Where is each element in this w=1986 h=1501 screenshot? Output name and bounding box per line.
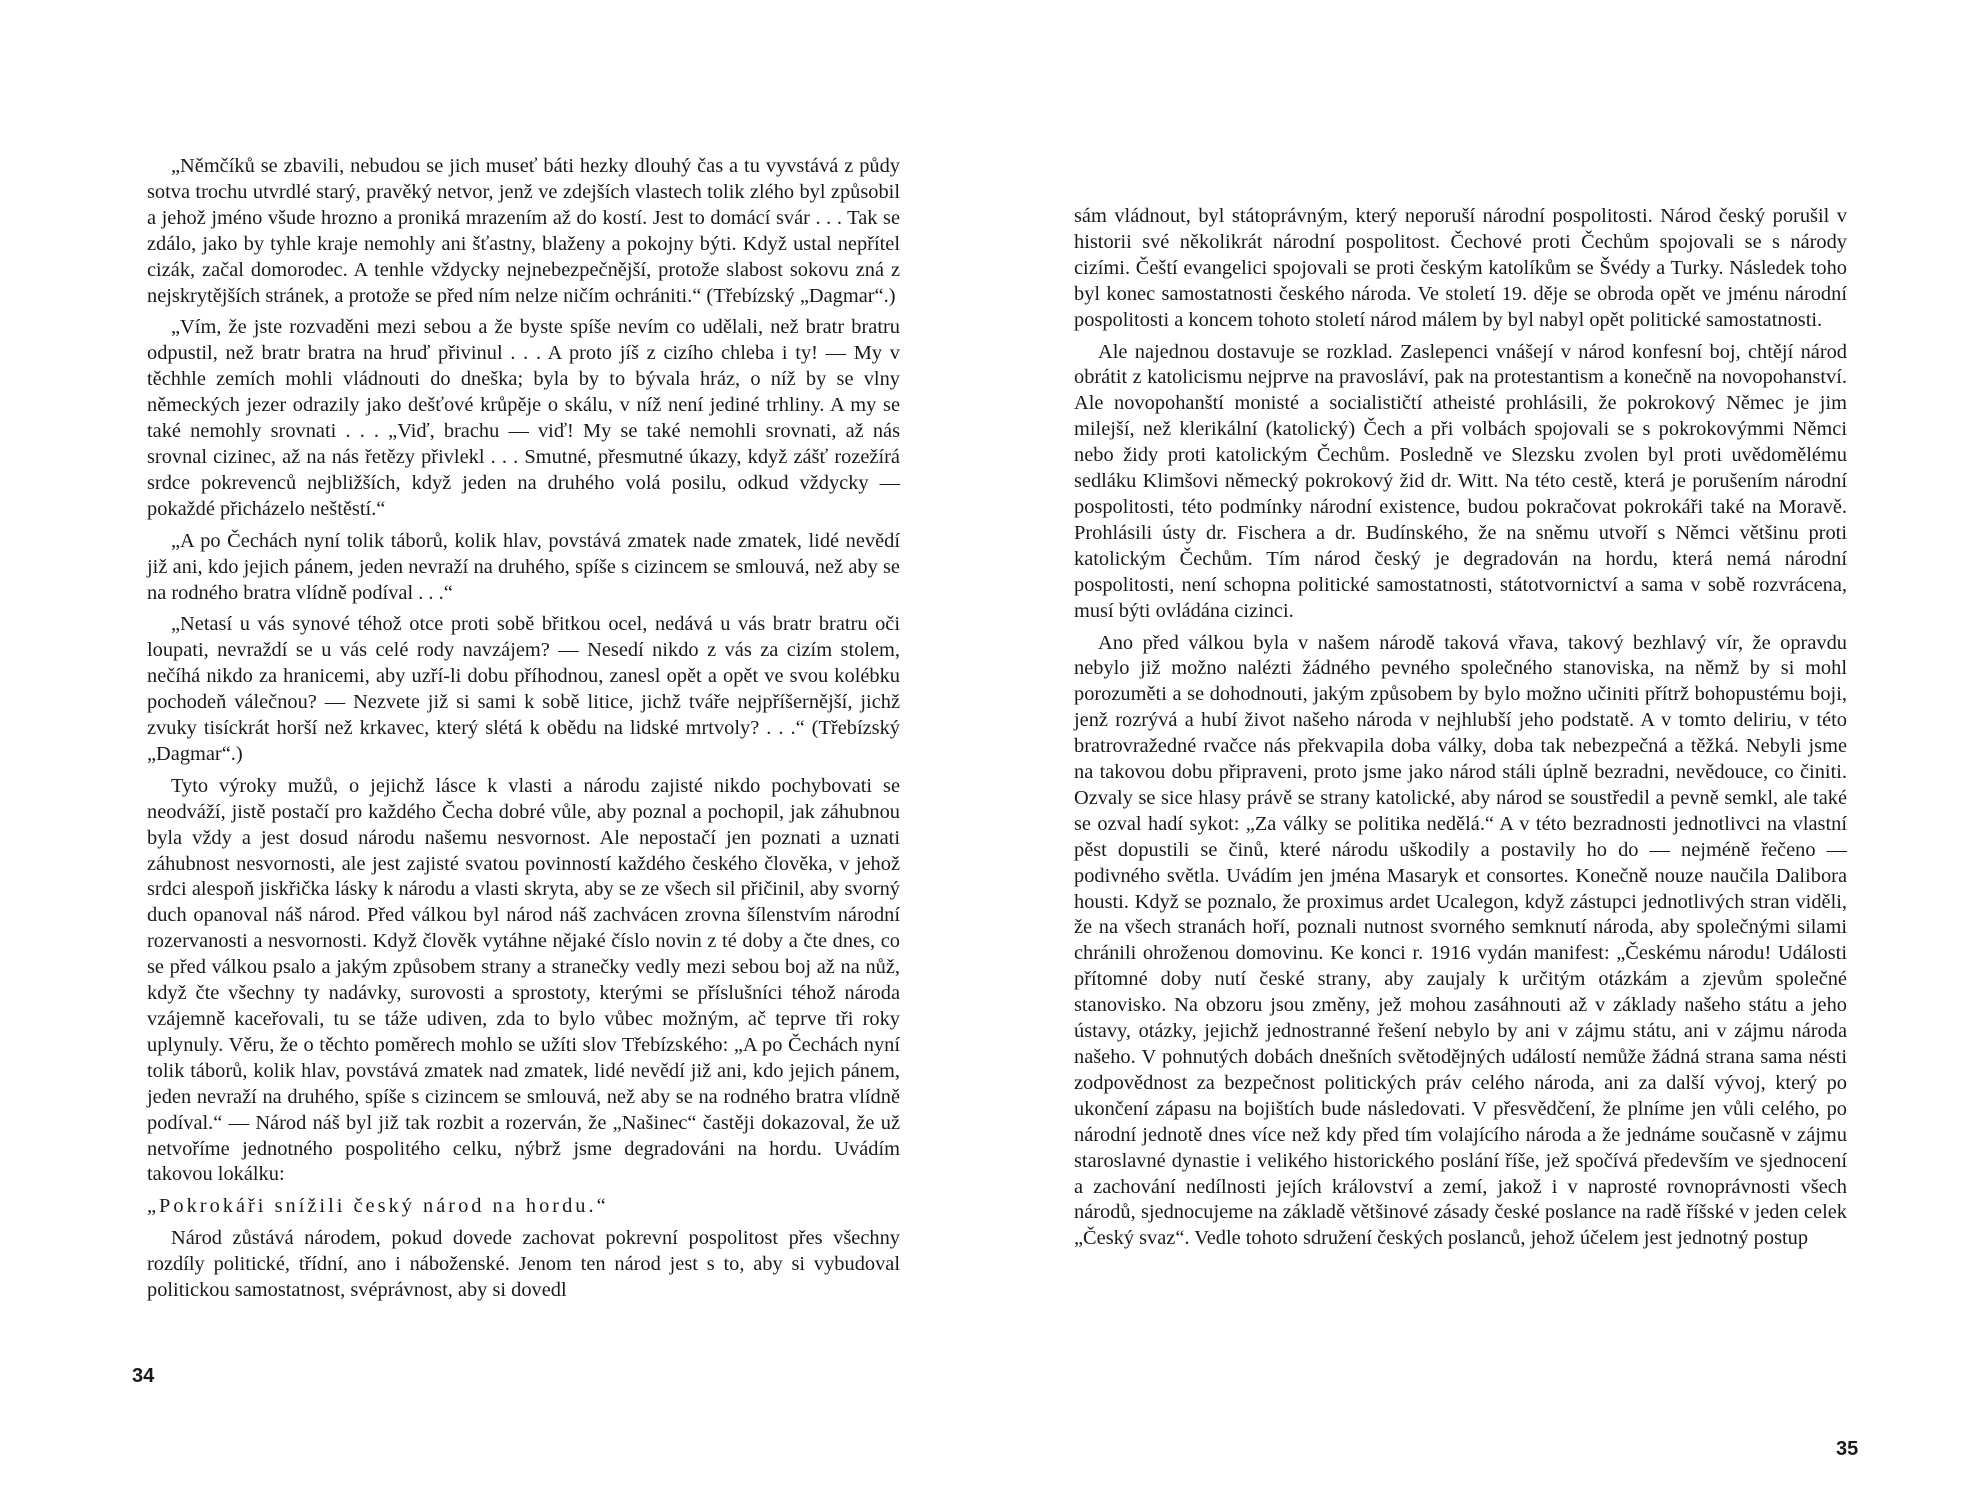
paragraph: „Netasí u vás synové téhož otce proti sobě břitkou ocel, nedává u vás bratr bratru oči loupati, nevraždí se u vás celé rody navzájem? — Nesedí nikdo z vás za cizím stolem, nečíhá nikdo za hranicemi, aby uzří-li dobu příhodnou, zanesl opět a opět ve svou kolébku pochodeň válečnou? — Nezvete již si sami k sobě litice, jichž tváře nejpříšernější, jichž zvuky tisíckrát horší než krkavec, který slétá k obědu na lidské mrtvoly? . . .“ (Třebízský „Dagmar“.) — [147, 613, 900, 765]
right-page — [993, 0, 1986, 1501]
paragraph: sám vládnout, byl státoprávným, který neporuší národní pospolitosti. Národ český porušil v historii své několikrát národní pospolitost. Čechové proti Čechům spojovali se s národy cizími. Čeští evangelici spojovali se proti českým katolíkům se Švédy a Turky. Následek toho byl konec samostatnosti českého národa. Ve století 19. děje se obroda opět ve jménu národní pospolitosti a koncem tohoto století národ málem by byl nabyl opět politické samostatnosti. — [1074, 205, 1847, 331]
page-number: 35 — [1836, 1438, 1859, 1460]
paragraph: Ale najednou dostavuje se rozklad. Zaslepenci vnášejí v národ konfesní boj, chtějí národ obrátit z katolicismu nejprve na pravosláví, pak na protestantism a konečně na novopohanství. Ale novopohanští monisté a socialističtí atheisté prohlásili, že pokrokový Němec je jim milejší, než klerikální (katolický) Čech a při volbách spojovali se s pokrokovýmmi Němci nebo židy proti katolickým Čechům. Posledně ve Slezsku zvolen byl proti uvědomělému sedláku Klimšovi německý pokrokový žid dr. Witt. Na této cestě, která je porušením národní pospolitosti, této podmínky národní existence, budou pokračovat pokrokáři také na Moravě. Prohlásili ústy dr. Fischera a dr. Budínského, že na sněmu utvoří s Němci většinu proti katolickým Čechům. Tím národ český je degradován na hordu, která nemá národní pospolitosti, není schopna politické samostatnosti, státotvornictví a sama v sobě rozvrácena, musí býti ovládána cizinci. — [1074, 340, 1847, 622]
page-number: 34 — [132, 1365, 155, 1387]
paragraph: Tyto výroky mužů, o jejichž lásce k vlasti a národu zajisté nikdo pochybovati se neodváží, jistě postačí pro každého Čecha dobré vůle, aby poznal a pochopil, jak záhubnou byla vždy a jest dosud národu našemu nesvornost. Ale nepostačí jen poznati a uznati záhubnost nesvornosti, ale jest zajisté svatou povinností každého českého člověka, v jehož srdci alespoň jiskřička lásky k národu a vlasti skryta, aby se ze všech sil přičinil, aby svorný duch opanoval náš národ. Před válkou byl národ náš zachvácen zrovna šílenstvím národní rozervanosti a nesvornosti. Když člověk vytáhne nějaké číslo novin z té doby a čte dnes, co se před válkou psalo a jakým způsobem strany a stranečky vedly mezi sebou boj až na nůž, když čte všechny ty nadávky, surovosti a sprostoty, kterými se příslušníci téhož národa vzájemně kaceřovali, tu se táže udiven, zda to bylo vůbec možným, ač teprve tři roky uplynuly. Věru, že o těchto poměrech mohlo se užíti slov Třebízského: „A po Čechách nyní tolik táborů, kolik hlav, povstává zmatek nad zmatek, lidé nevědí již ani, kdo jejich pánem, jeden nevraží na druhého, spíše s cizincem se smlouvá, než aby se na rodného bratra vlídně podíval.“ — Národ náš byl již tak rozbit a rozerván, že „Našinec“ častěji dokazoval, že už netvoříme jednotného pospolitého celku, nýbrž jsme degradováni na hordu. Uvádím takovou lokálku: — [147, 774, 900, 1186]
paragraph: Národ zůstává národem, pokud dovede zachovat pokrevní pospolitost přes všechny rozdíly politické, třídní, ano i náboženské. Jenom ten národ jest s to, aby si vybudoval politickou samostatnost, svéprávnost, aby si dovedl — [147, 1227, 900, 1302]
paragraph: „Němčíků se zbavili, nebudou se jich museť báti hezky dlouhý čas a tu vyvstává z půdy sotva trochu utvrdlé starý, pravěký netvor, jenž ve zdejších vlastech tolik zlého byl způsobil a jehož jméno všude hrozno a proniká mrazením až do kostí. Jest to domácí svár . . . Tak se zdálo, jako by tyhle kraje nemohly ani šťastny, blaženy a pokojny býti. Když ustal nepřítel cizák, začal domorodec. A tenhle vždycky nejnebezpečnější, protože slabost sokovu zná z nejskrytějších stránek, a protože se před ním nelze ničím ochrániti.“ (Třebízský „Dagmar“.) — [147, 155, 900, 307]
spaced-quote: „Pokrokáři snížili český národ na hordu.“ — [147, 1195, 609, 1218]
paragraph: Ano před válkou byla v našem národě taková vřava, takový bezhlavý vír, že opravdu nebylo již možno nalézti žádného pevného společného stanoviska, na němž by si mohl porozuměti a se dohodnouti, jakým způsobem by bylo možno učiniti přítrž bohopustému boji, jenž rozrývá a hubí život našeho národa v nejhlubší jeho podstatě. A v tomto deliriu, v této bratrovražedné rvačce nás překvapila doba války, doba tak nebezpečná a těžká. Nebyli jsme na takovou dobu připraveni, proto jsme jako národ stáli úplně bezradni, nevědouce, co činiti. Ozvaly se sice hlasy právě se strany katolické, aby národ se soustředil a pevně semkl, ale také se ozval hadí sykot: „Za války se politika nedělá.“ A v této bezradnosti jednotlivci na vlastní pěst dopustili se činů, které národu uškodily a postavily ho do — nejméně řečeno — podivného světla. Uvádím jen jména Masaryk et consortes. Konečně nouze naučila Dalibora housti. Když se poznalo, že proximus ardet Ucalegon, když zástupci jednotlivých stran viděli, že na všech stranách hoří, poznali nutnost svorného semknutí národa, aby společnými silami chránili ohroženou domovinu. Ke konci r. 1916 vydán manifest: „Českému národu! Události přítomné doby nutí české strany, aby zaujaly k určitým otázkám a zjevům společné stanovisko. Na obzoru jsou změny, jež mohou zasáhnouti až v základy našeho státu a jeho ústavy, otázky, jejichž jednostranné řešení nebylo by ani v zájmu státu, ani v zájmu národa našeho. V pohnutých dobách dnešních světodějných událostí nemůže žádná strana sama nésti zodpovědnost za bezpečnost politických práv celého národa, ani za další vývoj, který po ukončení zápasu na bojištích bude následovati. V přesvědčení, že plníme jen vůli celého, po národní jednotě dnes více než kdy před tím volajícího národa a že jednáme současně v zájmu staroslavné dynastie i velikého historického poslání říše, jež spočívá především ve sjednocení a zachování nedílnosti jejích království a zemí, jakož i v naprosté rovnoprávnosti všech národů, sjednocujeme na základě většinové zásady české poslance na radě říšské v jeden celek „Český svaz“. Vedle tohoto sdružení českých poslanců, jehož účelem jest jednotný postup — [1074, 631, 1847, 1250]
paragraph: „Vím, že jste rozvaděni mezi sebou a že byste spíše nevím co udělali, než bratr bratru odpustil, než bratr bratra na hruď přivinul . . . A proto jíš z cizího chleba i ty! — My v těchhle zemích mohli vládnouti do dneška; byla by to bývala hráz, o níž by se vlny německých jezer odrazily jako dešťové krůpěje o skálu, v níž není jediné trhliny. A my se také nemohly srovnati . . . „Viď, brachu — viď! My se také nemohli srovnati, až nás srovnal cizinec, až na nás řetězy přivlekl . . . Smutné, přesmutné úkazy, když zášť rozežírá srdce pokrevenců nejbližších, když jeden na druhého volá posilu, odkud vždycky — pokaždé přicházelo neštěstí.“ — [147, 316, 900, 520]
right-page-text — [1074, 204, 1847, 1258]
left-page-text — [147, 154, 900, 1310]
paragraph: „A po Čechách nyní tolik táborů, kolik hlav, povstává zmatek nade zmatek, lidé nevědí již ani, kdo jejich pánem, jeden nevraží na druhého, spíše s cizincem se smlouvá, než aby se na rodného bratra vlídně podíval . . .“ — [147, 529, 900, 604]
